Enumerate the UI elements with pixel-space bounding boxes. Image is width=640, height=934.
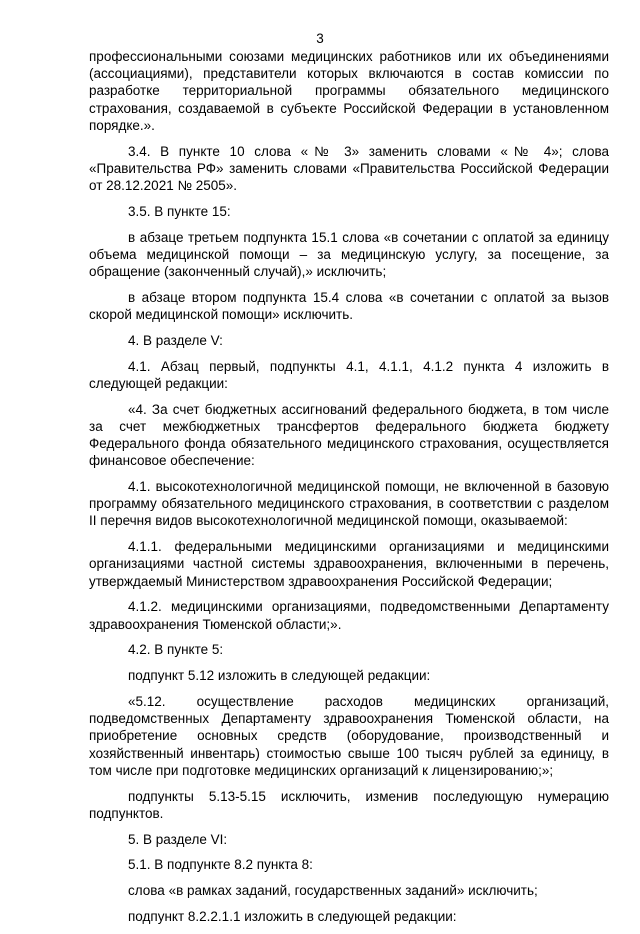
paragraph-p18: подпункт 8.2.2.1.1 изложить в следующей редакции: — [128, 909, 457, 925]
paragraph-p4: в абзаце втором подпункта 15.4 слова «в сочетании с оплатой за вызов скорой медицинской помощи» исключить. — [89, 289, 609, 323]
paragraph-p3: в абзаце третьем подпункта 15.1 слова «в сочетании с оплатой за единицу объема медицинской помощи – за медицинскую услугу, за посещение, за обращение (законченный случай),» исключить; — [89, 229, 609, 280]
page-number: 3 — [316, 31, 324, 46]
paragraph-p15: 5. В разделе VI: — [128, 831, 228, 847]
paragraph-p6: 4.1. Абзац первый, подпункты 4.1, 4.1.1, 4.1.2 пункта 4 изложить в следующей редакции: — [89, 358, 609, 391]
paragraph-p0: профессиональными союзами медицинских работников или их объединениями (ассоциациями), представители которых включаются в состав комиссии по разработке территориальной программы обязательного медицинского страхования, создаваемой в субъекте Российской Федерации в установленном порядке.». — [89, 49, 609, 133]
paragraph-p7: «4. За счет бюджетных ассигнований федерального бюджета, в том числе за счет межбюджетных трансфертов федерального бюджета бюджету Федерального фонда обязательного медицинского страхования, осуществляется финансовое обеспечение: — [89, 401, 609, 469]
paragraph-p13: «5.12. осуществление расходов медицинских организаций, подведомственных Департаменту здравоохранения Тюменской области, на приобретение основных средств (оборудование, производственный и хозяйственный инвентарь) стоимостью свыше 100 тысяч рублей за единицу, в том числе при подготовке медицинских организаций к лицензированию;»; — [89, 694, 609, 778]
paragraph-p9: 4.1.1. федеральными медицинскими организациями и медицинскими организациями частной системы здравоохранения, включенными в перечень, утверждаемый Министерством здравоохранения Российской Федерации; — [89, 539, 609, 589]
paragraph-p17: слова «в рамках заданий, государственных заданий» исключить; — [128, 883, 538, 899]
paragraph-p16: 5.1. В подпункте 8.2 пункта 8: — [128, 857, 313, 873]
paragraph-p12: подпункт 5.12 изложить в следующей редакции: — [128, 668, 431, 684]
paragraph-p11: 4.2. В пункте 5: — [128, 642, 224, 658]
paragraph-p1: 3.4. В пункте 10 слова «№ 3» заменить словами «№ 4»; слова «Правительства РФ» заменить словами «Правительства Российской Федерации от 28.12.2021 № 2505». — [89, 143, 609, 194]
paragraph-p10: 4.1.2. медицинскими организациями, подведомственными Департаменту здравоохранения Тюменской области;». — [89, 599, 609, 632]
paragraph-p14: подпункты 5.13-5.15 исключить, изменив последующую нумерацию подпунктов. — [89, 788, 609, 821]
paragraph-p2: 3.5. В пункте 15: — [128, 203, 231, 219]
document-body — [89, 48, 609, 934]
paragraph-p8: 4.1. высокотехнологичной медицинской помощи, не включенной в базовую программу обязательного медицинского страхования, в соответствии с разделом II перечня видов высокотехнологичной медицинской помощи, оказываемой: — [89, 479, 609, 529]
paragraph-p5: 4. В разделе V: — [128, 332, 223, 348]
